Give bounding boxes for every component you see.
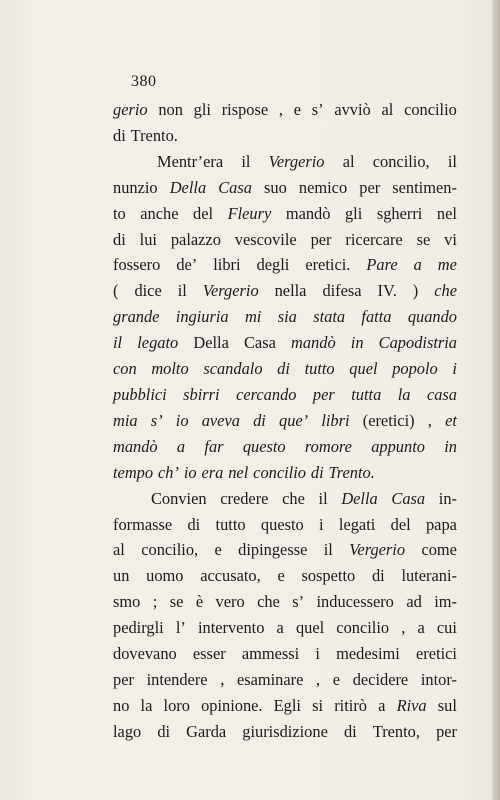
word: libri [213, 255, 241, 275]
word: il [177, 281, 187, 301]
italic-word: casa [426, 384, 457, 404]
word: gli [193, 100, 211, 119]
word: fossero [113, 255, 161, 275]
line-text [113, 201, 457, 227]
line-text [113, 330, 457, 356]
word: del [390, 514, 411, 534]
text-line [113, 486, 457, 512]
word: e [293, 100, 302, 119]
word: in- [438, 488, 457, 508]
word: , [220, 669, 225, 689]
word: pedirgli [113, 618, 164, 638]
word: Mentr’era [157, 151, 224, 171]
word: to [113, 203, 126, 223]
italic-word: legato [137, 333, 179, 353]
word: per [359, 177, 381, 197]
italic-word: Della [341, 488, 378, 508]
italic-word: con [113, 359, 137, 379]
word: sospetto [301, 566, 356, 586]
italic-word: fatta [361, 307, 392, 327]
italic-word: quel [349, 359, 378, 379]
word: , [316, 669, 321, 689]
italic-word: que’ [279, 410, 309, 430]
word: ad [406, 592, 422, 612]
word: al [113, 540, 125, 560]
line-text [113, 252, 457, 278]
text-line [113, 382, 457, 408]
line-text [113, 227, 457, 253]
italic-word: Casa [391, 488, 426, 508]
italic-word: Vergerio [202, 281, 259, 301]
word: esaminare [236, 669, 304, 689]
italic-word: cercando [236, 384, 297, 404]
word: intendere [146, 669, 208, 689]
word: Trento, [372, 721, 420, 741]
italic-word: tutto [304, 359, 335, 379]
italic-word: Vergerio [268, 151, 325, 171]
italic-word: Della [169, 177, 207, 197]
italic-word: s’ [150, 410, 163, 430]
word: tutto [215, 514, 246, 534]
text-line [113, 278, 457, 304]
italic-word: era [201, 462, 224, 482]
line-text [113, 667, 457, 693]
word: Casa [244, 333, 276, 353]
italic-word: io [183, 462, 197, 482]
word: decidere [352, 669, 409, 689]
word: i [319, 514, 324, 534]
italic-word: a [413, 255, 422, 275]
word: uomo [146, 566, 184, 586]
word: al [342, 151, 355, 171]
word: il [318, 488, 328, 508]
word: medesimi [336, 644, 400, 664]
word: loro [163, 695, 190, 715]
text-line [113, 615, 457, 641]
line-text [113, 434, 457, 460]
word: i [315, 644, 320, 664]
word: di [343, 721, 357, 741]
word: per [113, 669, 134, 689]
line-text [113, 382, 457, 408]
word: un [113, 566, 130, 586]
italic-word: a [176, 436, 186, 456]
word: palazzo [170, 229, 221, 249]
word: l’ [175, 618, 186, 638]
word: rispose [221, 100, 269, 119]
text-line [113, 434, 457, 460]
line-text [113, 719, 457, 745]
text-line [113, 512, 457, 538]
word: dovevano [113, 644, 177, 664]
italic-word: Pare [366, 255, 398, 275]
italic-word: Casa [218, 177, 252, 197]
word: IV. [377, 281, 397, 301]
text-line [113, 589, 457, 615]
text-line [113, 460, 457, 486]
text-line [113, 97, 457, 123]
word: come [421, 540, 457, 560]
word: Convien [151, 488, 207, 508]
word: questo [260, 514, 304, 534]
word: eretici. [305, 255, 351, 275]
word: opinione. [201, 695, 263, 715]
word: Egli [273, 695, 301, 715]
word: gli [344, 203, 363, 223]
italic-word: di [310, 462, 324, 482]
word: intor- [420, 669, 457, 689]
word: de’ [176, 255, 198, 275]
word: che [282, 488, 305, 508]
italic-word: sbirri [183, 384, 220, 404]
word: no [113, 695, 130, 715]
page-number: 380 [131, 73, 157, 90]
line-text [113, 641, 457, 667]
line-text [113, 693, 457, 719]
text-line [113, 563, 457, 589]
line-text [113, 123, 457, 149]
italic-word: Vergerio [349, 540, 406, 560]
line-text [113, 615, 457, 641]
italic-word: tempo [113, 462, 154, 482]
italic-word: popolo [392, 359, 438, 379]
word: dipingesse [238, 540, 308, 560]
word: nella [274, 281, 307, 301]
word: per [310, 229, 332, 249]
word: avviò [334, 100, 371, 119]
italic-word: et [445, 410, 457, 430]
word: (eretici) [362, 410, 415, 430]
word: Trento. [130, 125, 178, 145]
word: nel [436, 203, 457, 223]
line-text [113, 408, 457, 434]
text-line [113, 408, 457, 434]
italic-word: stata [313, 307, 346, 327]
italic-word: Fleury [227, 203, 272, 223]
text-line [113, 330, 457, 356]
word: degli [256, 255, 290, 275]
word: la [140, 695, 153, 715]
word: e [332, 669, 341, 689]
word: di [187, 514, 201, 534]
italic-word: i [452, 359, 457, 379]
word: che [257, 592, 280, 612]
word: di [157, 721, 171, 741]
word: nunzio [113, 177, 158, 197]
line-text [113, 537, 457, 563]
word: intervento [197, 618, 265, 638]
italic-word: Trento. [328, 462, 375, 482]
word: il [241, 151, 251, 171]
word: Garda [186, 721, 227, 741]
italic-word: io [175, 410, 189, 430]
text-line [113, 356, 457, 382]
word: lui [139, 229, 157, 249]
italic-word: mia [113, 410, 138, 430]
text-line [113, 641, 457, 667]
word: mandò [285, 203, 331, 223]
word: ammessi [241, 644, 300, 664]
word: anche [140, 203, 179, 223]
text-line [113, 537, 457, 563]
text-line [113, 227, 457, 253]
text-line [113, 175, 457, 201]
italic-word: tutta [351, 384, 382, 404]
italic-word: nel [228, 462, 249, 482]
line-text [113, 97, 457, 123]
italic-word: per [312, 384, 335, 404]
italic-word: quando [407, 307, 457, 327]
word: se [416, 229, 431, 249]
body-text [113, 97, 457, 745]
word: , [427, 410, 432, 430]
italic-word: che [434, 281, 457, 301]
word: vi [444, 229, 457, 249]
page-edge-shadow [492, 0, 500, 800]
line-text [113, 460, 457, 486]
word: dice [134, 281, 162, 301]
word: il [447, 151, 457, 171]
text-line [113, 693, 457, 719]
line-text [113, 356, 457, 382]
italic-word: mi [244, 307, 262, 327]
word: ; [152, 592, 158, 612]
italic-word: gerio [113, 100, 148, 119]
word: eretici [416, 644, 457, 664]
word: sgherri [376, 203, 423, 223]
word: formasse [113, 514, 173, 534]
line-text [113, 589, 457, 615]
word: luterani- [401, 566, 457, 586]
word: smo [113, 592, 141, 612]
line-text [157, 149, 457, 175]
italic-word: Riva [396, 695, 427, 715]
italic-word: in [350, 333, 364, 353]
italic-word: appunto [371, 436, 425, 456]
word: cui [436, 618, 457, 638]
italic-word: pubblici [113, 384, 167, 404]
word: concilio [404, 100, 457, 119]
line-text [113, 278, 457, 304]
word: lago [113, 721, 142, 741]
word: , [278, 100, 283, 119]
line-text [113, 512, 457, 538]
word: il [323, 540, 333, 560]
word: e [214, 540, 222, 560]
word: al [381, 100, 394, 119]
italic-word: libri [321, 410, 350, 430]
italic-word: in [444, 436, 457, 456]
word: di [371, 566, 385, 586]
text-line [113, 123, 457, 149]
line-text [113, 175, 457, 201]
text-line [113, 252, 457, 278]
word: sentimen- [392, 177, 457, 197]
italic-word: mandò [291, 333, 336, 353]
word: di [113, 229, 126, 249]
word: e [277, 566, 285, 586]
italic-word: scandalo [203, 359, 263, 379]
word: suo [264, 177, 287, 197]
italic-word: sia [277, 307, 297, 327]
word: concilio, [141, 540, 199, 560]
word: a [417, 618, 425, 638]
text-line [113, 719, 457, 745]
word: im- [434, 592, 457, 612]
text-line [113, 149, 457, 175]
italic-word: grande [113, 307, 160, 327]
word: si [312, 695, 324, 715]
italic-word: la [397, 384, 411, 404]
italic-word: aveva [201, 410, 240, 430]
italic-word: mandò [113, 436, 158, 456]
word: accusato, [200, 566, 261, 586]
italic-word: di [253, 410, 266, 430]
word: , [401, 618, 406, 638]
word: legati [338, 514, 376, 534]
word: del [193, 203, 214, 223]
word: è [195, 592, 204, 612]
word: se [169, 592, 184, 612]
italic-word: Capodistria [378, 333, 457, 353]
italic-word: questo [242, 436, 286, 456]
italic-word: il [113, 333, 123, 353]
word: vero [215, 592, 245, 612]
word: ( [113, 281, 119, 301]
line-text [113, 563, 457, 589]
italic-word: concilio [253, 462, 306, 482]
word: credere [220, 488, 269, 508]
italic-word: molto [151, 359, 189, 379]
word: ) [412, 281, 419, 301]
line-text [151, 486, 457, 512]
word: esser [192, 644, 226, 664]
italic-word: di [277, 359, 290, 379]
word: per [436, 721, 457, 741]
word: nemico [298, 177, 348, 197]
italic-word: ingiuria [175, 307, 229, 327]
word: quel [295, 618, 325, 638]
italic-word: ch’ [157, 462, 179, 482]
word: vescovile [234, 229, 297, 249]
text-line [113, 304, 457, 330]
word: Della [193, 333, 229, 353]
italic-word: far [204, 436, 224, 456]
italic-word: me [437, 255, 457, 275]
word: di [113, 125, 126, 145]
word: non [158, 100, 183, 119]
word: papa [425, 514, 457, 534]
word: a [276, 618, 284, 638]
word: difesa [322, 281, 362, 301]
text-line [113, 201, 457, 227]
word: s’ [311, 100, 324, 119]
word: inducessero [316, 592, 394, 612]
word: concilio, [372, 151, 430, 171]
line-text [113, 304, 457, 330]
word: a [378, 695, 386, 715]
text-line [113, 667, 457, 693]
word: giurisdizione [242, 721, 328, 741]
word: concilio [336, 618, 390, 638]
italic-word: romore [304, 436, 352, 456]
word: ritirò [334, 695, 367, 715]
word: s’ [292, 592, 305, 612]
word: ricercare [345, 229, 403, 249]
word: sul [437, 695, 457, 715]
